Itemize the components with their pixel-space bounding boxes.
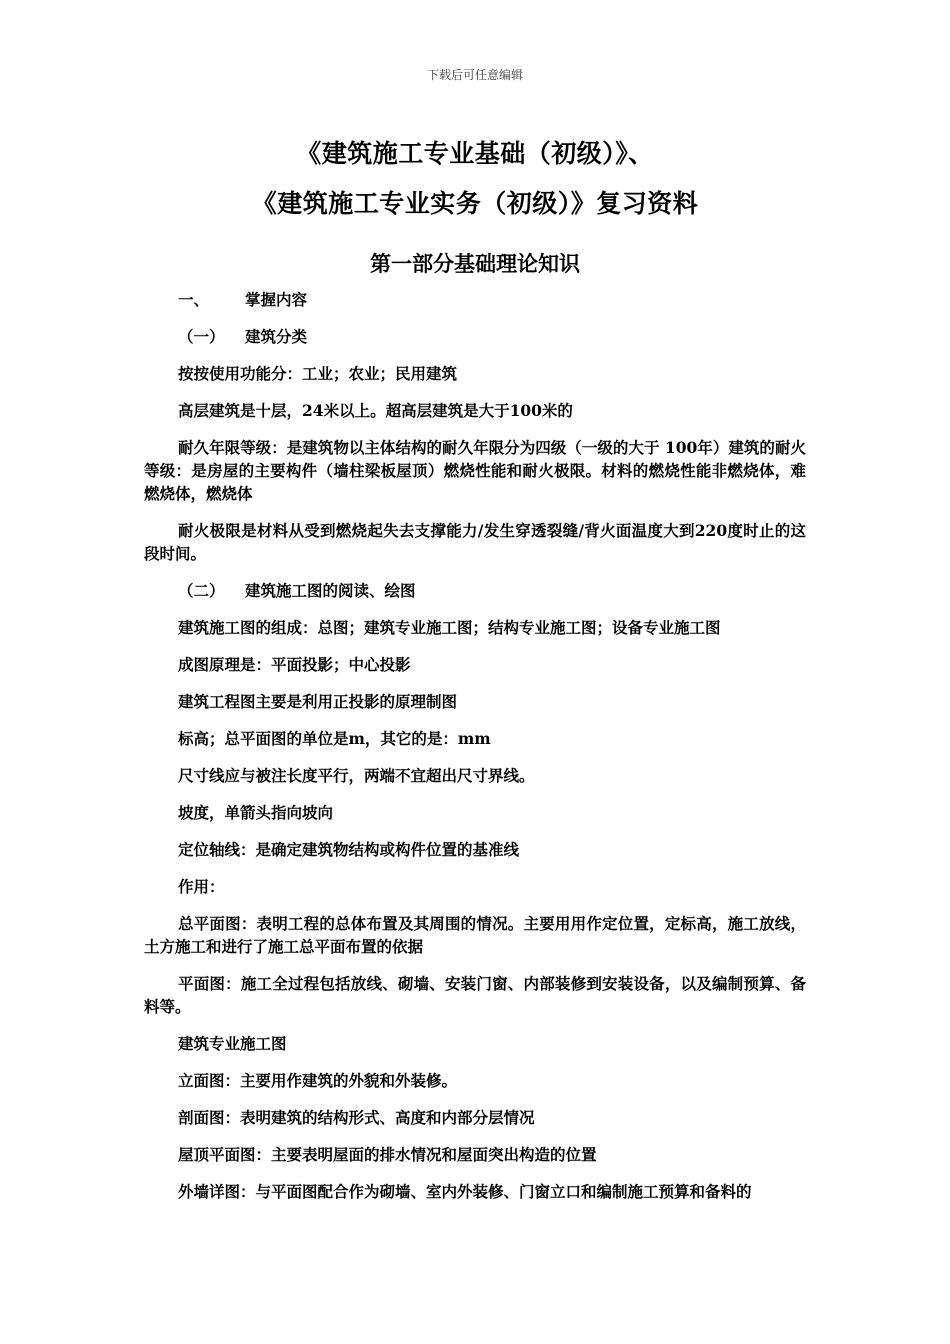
paragraph: 平面图：施工全过程包括放线、砌墙、安装门窗、内部装修到安装设备，以及编制预算、备料等。 (144, 974, 806, 1016)
paragraph: 按按使用功能分：工业；农业；民用建筑 (178, 364, 458, 383)
paragraph: 屋顶平面图：主要表明屋面的排水情况和屋面突出构造的位置 (178, 1145, 597, 1164)
paragraph: 耐火极限是材料从受到燃烧起失去支撑能力/发生穿透裂缝/背火面温度大到220度时止的这段时间。 (144, 521, 806, 563)
paragraph: 建筑工程图主要是利用正投影的原理制图 (178, 692, 458, 711)
paragraph: 耐久年限等级：是建筑物以主体结构的耐久年限分为四级（一级的大于 100年）建筑的耐火等级：是房屋的主要构件（墙柱梁板屋顶）燃烧性能和耐火极限。材料的燃烧性能非燃烧体，难燃烧体，燃烧体 (144, 438, 806, 503)
paragraph: 标高；总平面图的单位是m，其它的是：mm (178, 729, 491, 748)
subsection-heading (144, 325, 806, 348)
subsection-number: （一） (178, 327, 225, 346)
paragraph: 坡度，单箭头指向坡向 (178, 803, 334, 822)
document-body (144, 288, 806, 1217)
paragraph: 外墙详图：与平面图配合作为砌墙、室内外装修、门窗立口和编制施工预算和备料的 (178, 1182, 752, 1201)
paragraph: 定位轴线：是确定建筑物结构或构件位置的基准线 (178, 840, 520, 859)
document-title-line-2: 《建筑施工专业实务（初级）》复习资料 (251, 189, 699, 218)
header-note: 下载后可任意编辑 (426, 68, 523, 82)
document-title-line-1: 《建筑施工专业基础（初级）》、 (296, 139, 654, 168)
subsection-label: 建筑分类 (245, 327, 308, 346)
paragraph: 立面图：主要用作建筑的外貌和外装修。 (178, 1071, 458, 1090)
paragraph: 总平面图：表明工程的总体布置及其周围的情况。主要用用作定位置，定标高，施工放线，土方施工和进行了施工总平面布置的依据 (144, 914, 806, 956)
paragraph: 建筑施工图的组成：总图；建筑专业施工图；结构专业施工图；设备专业施工图 (178, 618, 721, 637)
part-title: 第一部分基础理论知识 (370, 251, 580, 276)
paragraph: 高层建筑是十层，24米以上。超高层建筑是大于100米的 (178, 401, 573, 420)
paragraph: 作用： (178, 877, 225, 896)
subsection-number: （二） (178, 581, 225, 600)
subsection-heading (144, 579, 806, 602)
paragraph: 尺寸线应与被注长度平行，两端不宜超出尺寸界线。 (178, 766, 535, 785)
paragraph: 剖面图：表明建筑的结构形式、高度和内部分层情况 (178, 1108, 535, 1127)
section-number: 一、 (178, 290, 210, 309)
paragraph: 成图原理是：平面投影；中心投影 (178, 655, 411, 674)
section-heading (144, 288, 806, 311)
subsection-label: 建筑施工图的阅读、绘图 (245, 581, 416, 600)
paragraph: 建筑专业施工图 (178, 1034, 287, 1053)
section-label: 掌握内容 (245, 290, 308, 309)
